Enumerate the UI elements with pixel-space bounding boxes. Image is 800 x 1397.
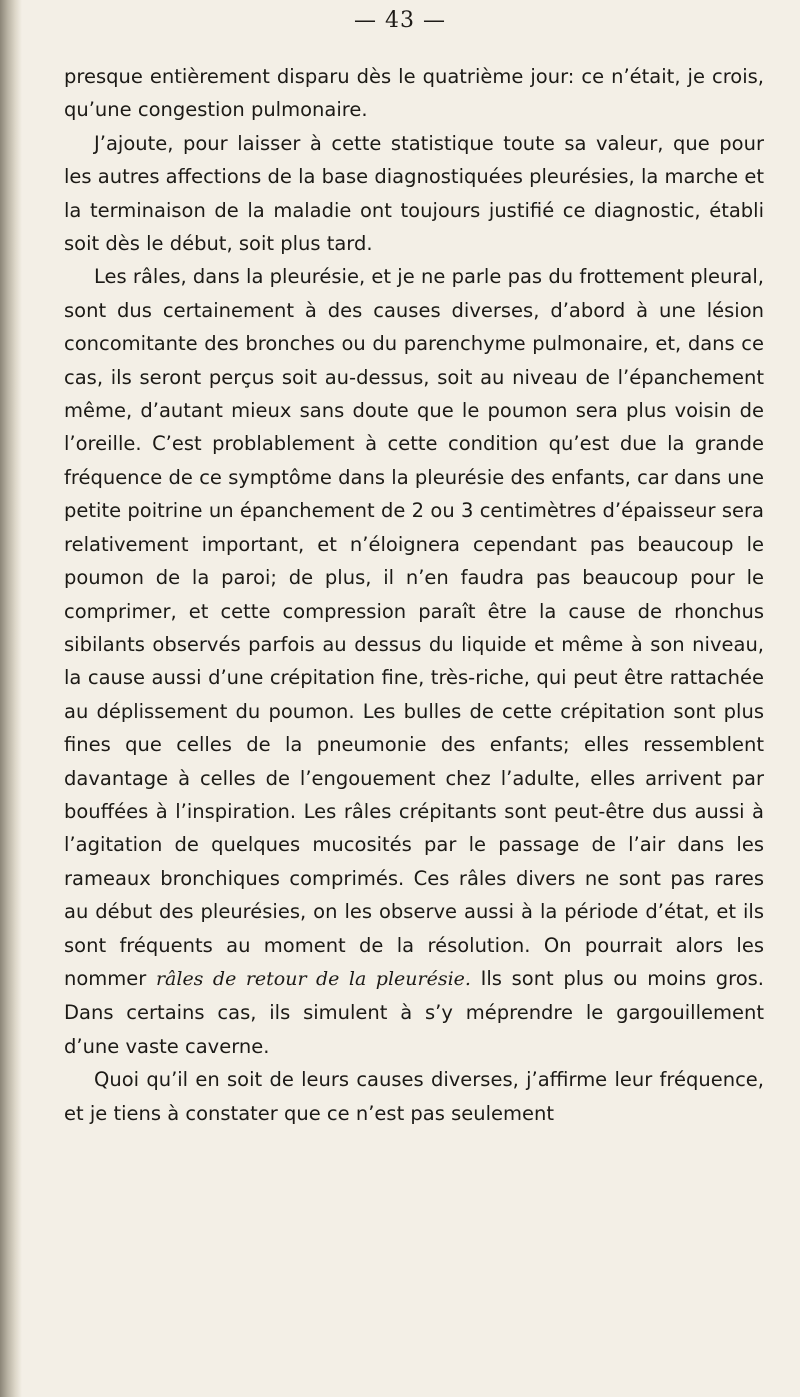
paragraph-continuation [64, 60, 764, 127]
paragraph-text: Quoi qu’il en soit de leurs causes diverses, j’affirme leur fréquence, et je tiens à constater que ce n’est pas seulement [64, 1068, 764, 1125]
paragraph-text: Ils sont plus ou moins gros. Dans certains cas, ils simulent à s’y méprendre le gargouillement d’une vaste caverne. [64, 966, 764, 1058]
paragraph-text: presque entièrement disparu dès le quatrième jour: ce n’était, je crois, qu’une congestion pulmonaire. [64, 65, 764, 122]
paragraph-frequency [64, 1063, 764, 1130]
italic-term: râles de retour de la pleurésie. [155, 967, 471, 990]
body-text [64, 60, 764, 1130]
paragraph-text: J’ajoute, pour laisser à cette statistique toute sa valeur, que pour les autres affections de la base diagnostiquées pleurésies, la marche et la terminaison de la maladie ont toujours justifié ce diagnostic, établi soit dès le début, soit plus tard. [64, 131, 764, 256]
paragraph-text: Les râles, dans la pleurésie, et je ne parle pas du frottement pleural, sont dus certainement à des causes diverses, d’abord à une lésion concomitante des bronches ou du parenchyme pulmonaire, et, dans ce cas, ils seront perçus soit au-dessus, soit au niveau de l’épanchement même, d’autant mieux sans doute que le poumon sera plus voisin de l’oreille. C’est problablement à cette condition qu’est due la grande fréquence de ce symptôme dans la pleurésie des enfants, car dans une petite poitrine un épanchement de 2 ou 3 centimètres d’épaisseur sera relativement important, et n’éloignera cependant pas beaucoup le poumon de la paroi; de plus, il n’en faudra pas beaucoup pour le comprimer, et cette compression paraît être la cause de rhonchus sibilants observés parfois au dessus du liquide et même à son niveau, la cause aussi d’une crépitation fine, très-riche, qui peut être rattachée au déplissement du poumon. Les bulles de cette crépitation sont plus fines que celles de la pneumonie des enfants; elles ressemblent davantage à celles de l’engouement chez l’adulte, elles arrivent par bouffées à l’inspiration. Les râles crépitants sont peut-être dus aussi à l’agitation de quelques mucosités par le passage de l’air dans les rameaux bronchiques comprimés. Ces râles divers ne sont pas rares au début des pleurésies, on les observe aussi à la période d’état, et ils sont fréquents au moment de la résolution. On pourrait alors les nommer [64, 265, 764, 990]
page-binding-shadow [0, 0, 22, 1397]
paragraph-rales [64, 260, 764, 1063]
paragraph-statistics [64, 127, 764, 261]
page-number: — 43 — [354, 8, 446, 33]
